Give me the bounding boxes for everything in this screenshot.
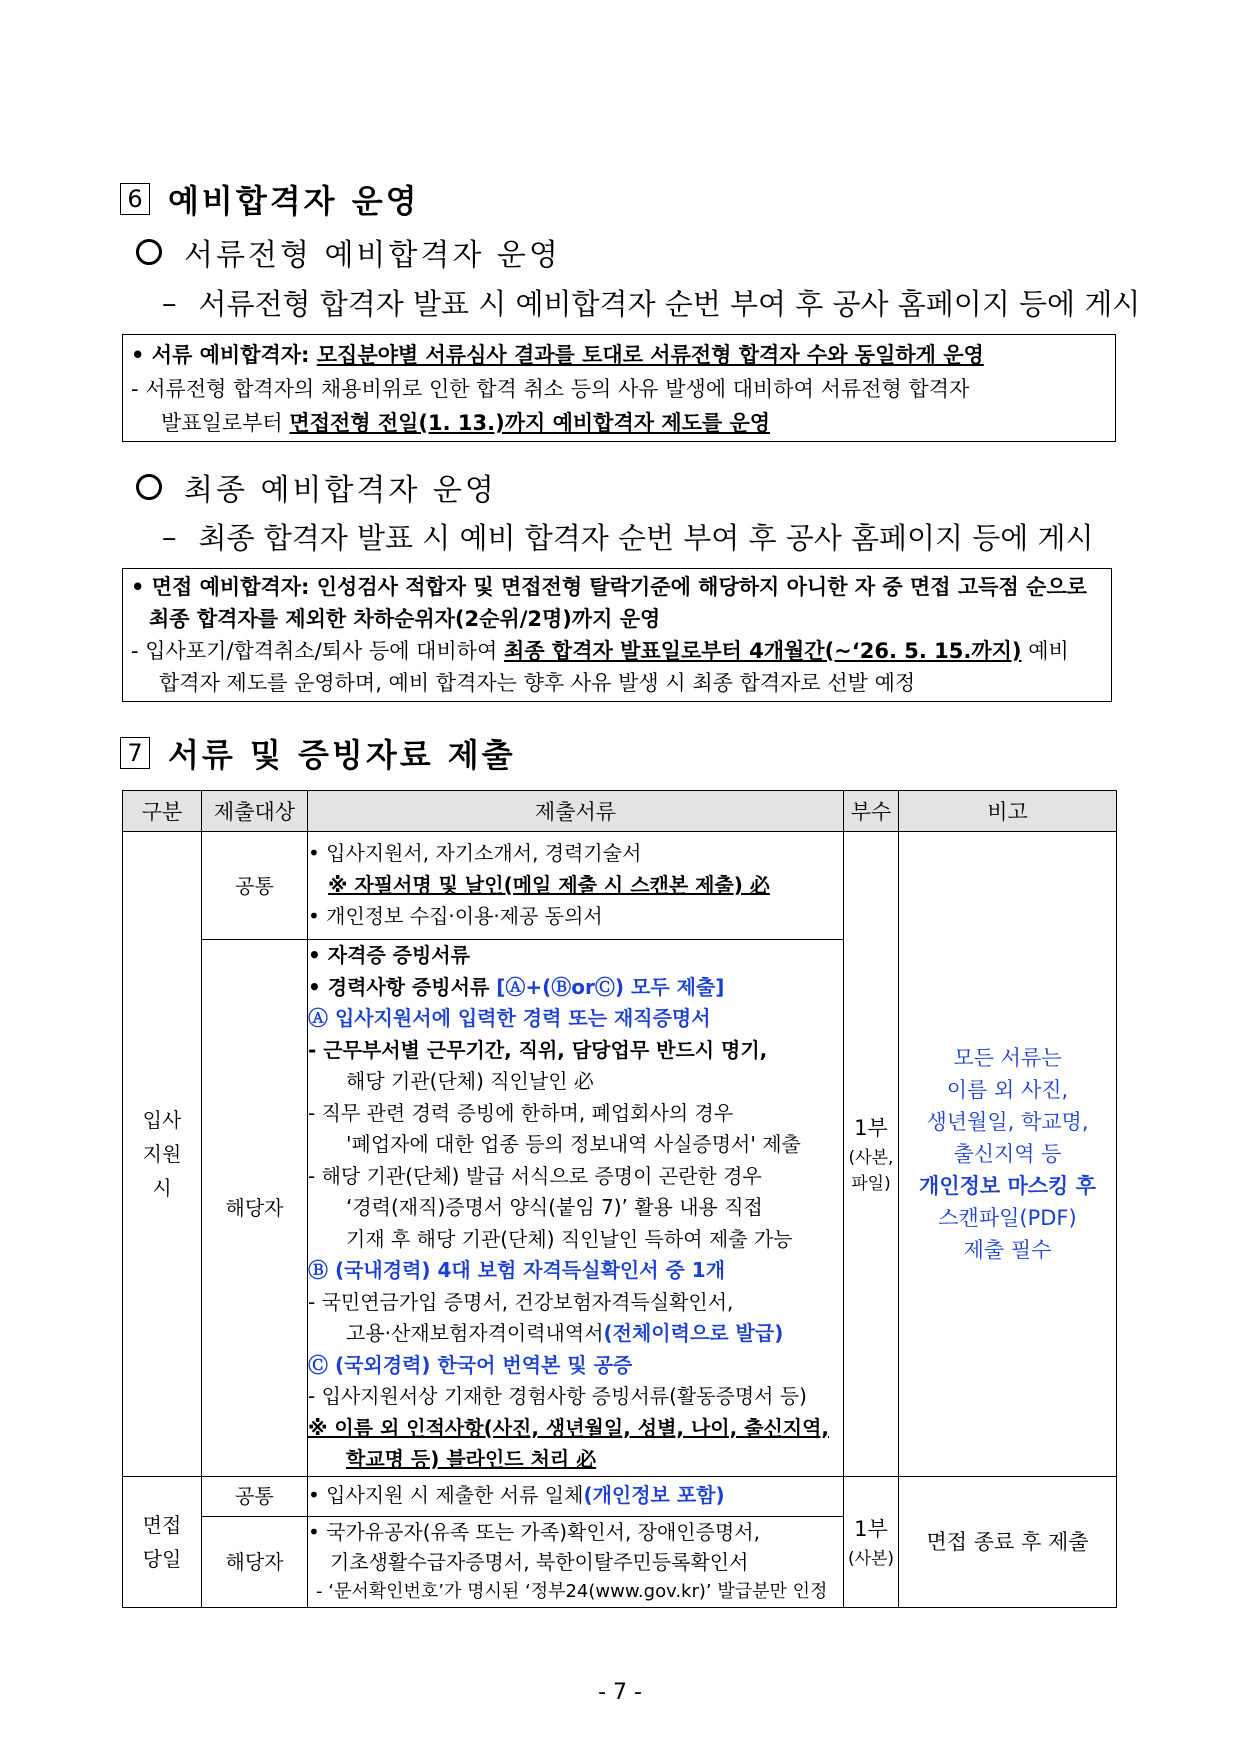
circle-bullet-icon xyxy=(136,474,162,500)
header-remarks: 비고 xyxy=(899,791,1117,832)
remark-application: 모든 서류는 이름 외 사진, 생년월일, 학교명, 출신지역 등 개인정보 마스킹 후 스캔파일(PDF) 제출 필수 xyxy=(899,832,1117,1477)
final-description: – 최종 합격자 발표 시 예비 합격자 순번 부여 후 공사 홈페이지 등에 게시 xyxy=(162,519,1094,555)
doc-screening-note-box: • 서류 예비합격자: 모집분야별 서류심사 결과를 토대로 서류전형 합격자 수와 동일하게 운영 - 서류전형 합격자의 채용비위로 인한 합격 취소 등의 사유 발생에 대비하여 서류전형 합격자 발표일로부터 면접전형 전일(1. 13.)까지 예비합격자 제도를 운영 xyxy=(122,334,1116,442)
submission-table xyxy=(122,790,1117,1608)
doc-screening-heading: 서류전형 예비합격자 운영 xyxy=(136,230,561,274)
category-application: 입사 지원 시 xyxy=(123,832,202,1477)
table-row xyxy=(123,832,1117,940)
target-common: 공통 xyxy=(202,832,308,940)
circle-bullet-icon xyxy=(136,239,162,265)
header-documents: 제출서류 xyxy=(308,791,844,832)
documents-common: • 입사지원서, 자기소개서, 경력기술서 ※ 자필서명 및 날인(메일 제출 시 스캔본 제출) 必 • 개인정보 수집·이용·제공 동의서 xyxy=(308,832,844,940)
header-target: 제출대상 xyxy=(202,791,308,832)
section-title-text: 예비합격자 운영 xyxy=(168,182,420,220)
documents-interview-applicable: • 국가유공자(유족 또는 가족)확인서, 장애인증명서, 기초생활수급자증명서, 북한이탈주민등록확인서 - ‘문서확인번호’가 명시된 ‘정부24(www.gov.kr)’ 발급분만 인정 xyxy=(308,1516,844,1607)
remark-interview: 면접 종료 후 제출 xyxy=(899,1476,1117,1607)
documents-interview-common: • 입사지원 시 제출한 서류 일체(개인정보 포함) xyxy=(308,1476,844,1516)
header-category: 구분 xyxy=(123,791,202,832)
table-header-row xyxy=(123,791,1117,832)
copies-application: 1부 (사본, 파일) xyxy=(844,832,899,1477)
documents-applicable: • 자격증 증빙서류 • 경력사항 증빙서류 [Ⓐ+(ⒷorⒸ) 모두 제출] Ⓐ 입사지원서에 입력한 경력 또는 재직증명서 - 근무부서별 근무기간, 직위, 담당업무 반드시 명기, 해당 기관(단체) 직인날인 必 - 직무 관련 경력 증빙에 한하며, 폐업회사의 경우 '폐업자에 대한 업종 등의 정보내역 사실증명서' 제출 - 해당 기관(단체) 발급 서식으로 증명이 곤란한 경우 ‘경력(재직)증명서 양식(붙임 7)’ 활용 내용 직접 기재 후 해당 기관(단체) 직인날인 득하여 제출 가능 Ⓑ (국내경력) 4대 보험 자격득실확인서 중 1개 - 국민연금가입 증명서, 건강보험자격득실확인서, 고용·산재보험자격이력내역서(전체이력으로 발급) Ⓒ (국외경력) 한국어 번역본 및 공증 - 입사지원서상 기재한 경험사항 증빙서류(활동증명서 등) ※ 이름 외 인적사항(사진, 생년월일, 성별, 나이, 출신지역, 학교명 등) 블라인드 처리 必 xyxy=(308,940,844,1477)
page-number: - 7 - xyxy=(598,1680,642,1705)
section-number: 6 xyxy=(120,183,150,215)
section-7-title xyxy=(120,730,516,776)
header-copies: 부수 xyxy=(844,791,899,832)
section-title-text: 서류 및 증빙자료 제출 xyxy=(168,736,516,774)
copies-interview: 1부 (사본) xyxy=(844,1476,899,1607)
table-row xyxy=(123,1476,1117,1516)
target-applicable: 해당자 xyxy=(202,940,308,1477)
doc-screening-description: – 서류전형 합격자 발표 시 예비합격자 순번 부여 후 공사 홈페이지 등에 게시 xyxy=(162,285,1141,321)
target-interview-applicable: 해당자 xyxy=(202,1516,308,1607)
section-number: 7 xyxy=(120,737,150,769)
final-heading: 최종 예비합격자 운영 xyxy=(136,465,497,509)
section-6-title xyxy=(120,176,420,222)
target-interview-common: 공통 xyxy=(202,1476,308,1516)
category-interview: 면접 당일 xyxy=(123,1476,202,1607)
final-note-box: • 면접 예비합격자: 인성검사 적합자 및 면접전형 탈락기준에 해당하지 아니한 자 중 면접 고득점 순으로 최종 합격자를 제외한 차하순위자(2순위/2명)까지 운영 - 입사포기/합격취소/퇴사 등에 대비하여 최종 합격자 발표일로부터 4개월간(~‘26. 5. 15.까지) 예비 합격자 제도를 운영하며, 예비 합격자는 향후 사유 발생 시 최종 합격자로 선발 예정 xyxy=(122,568,1112,702)
